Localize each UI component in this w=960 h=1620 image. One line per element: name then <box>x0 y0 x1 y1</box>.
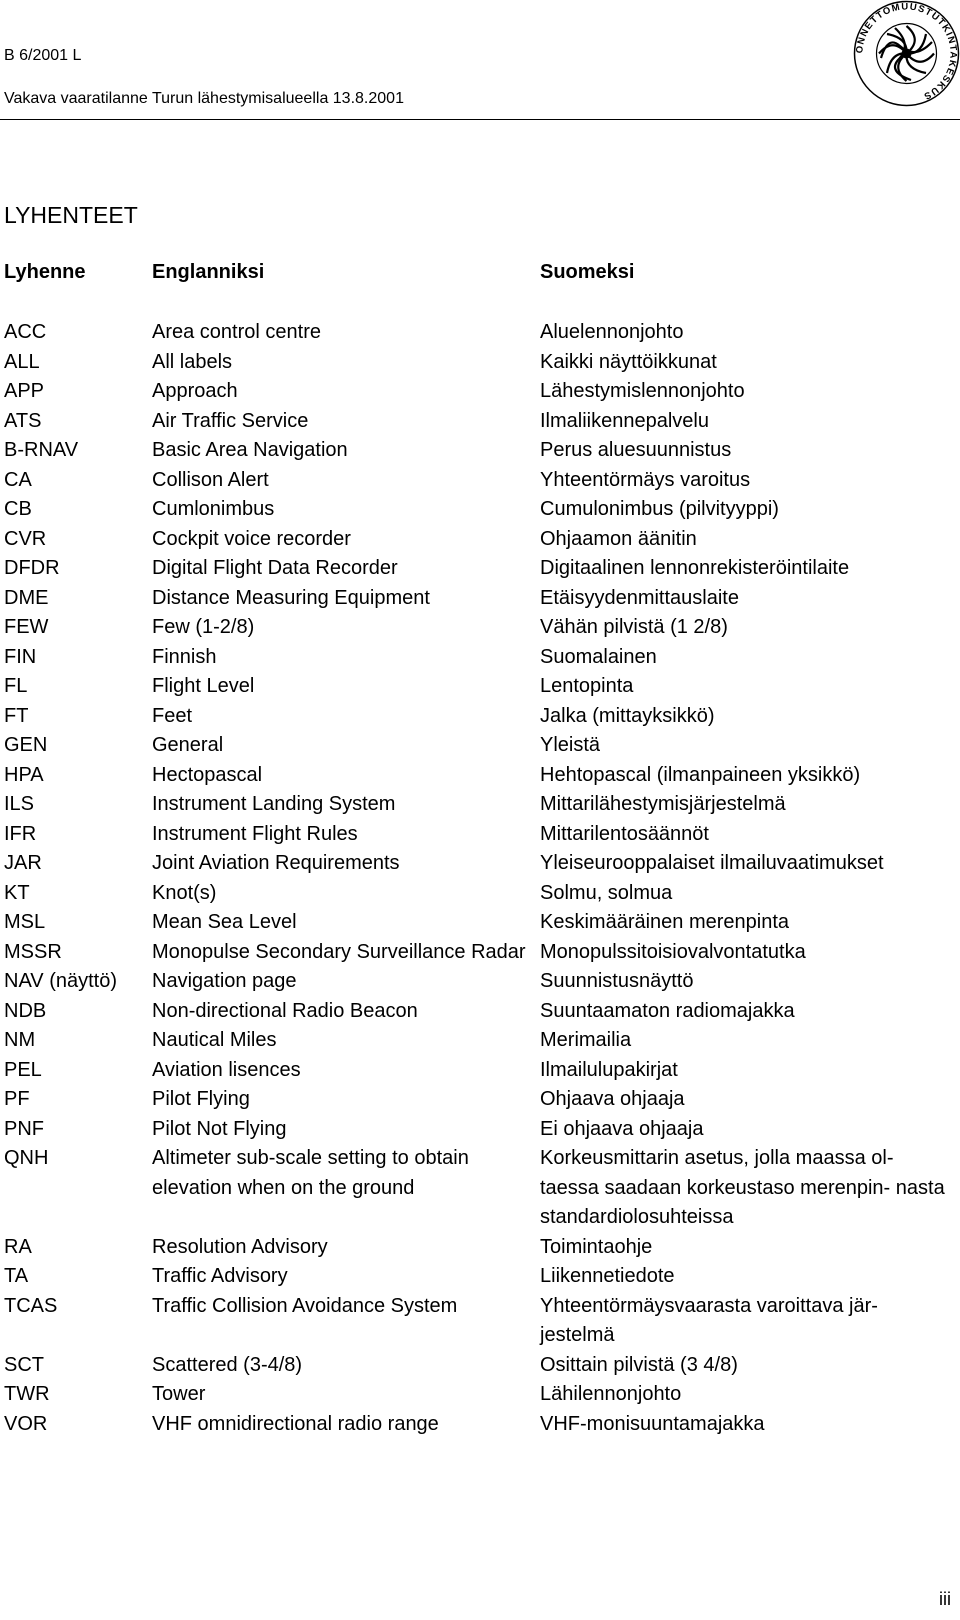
english-cell: Hectopascal <box>152 763 263 786</box>
finnish-cell: Mittarilähestymisjärjestelmä <box>540 793 786 815</box>
abbreviation-cell: IFR <box>4 822 37 845</box>
english-cell: Knot(s) <box>152 881 217 904</box>
table-row <box>4 436 954 466</box>
english-cell: Scattered (3-4/8) <box>152 1353 303 1376</box>
finnish-cell: Monopulssitoisiovalvontatutka <box>540 940 806 963</box>
english-cell: Altimeter sub-scale setting to obtain elevation when on the ground <box>152 1147 469 1199</box>
table-row <box>4 672 954 702</box>
finnish-cell: Digitaalinen lennonrekisteröintilaite <box>540 557 850 579</box>
abbreviation-cell: CA <box>4 468 32 491</box>
column-header-english: Englanniksi <box>152 261 265 283</box>
english-cell: All labels <box>152 350 233 373</box>
english-cell: Tower <box>152 1383 206 1405</box>
abbreviation-cell: MSL <box>4 911 46 933</box>
finnish-cell: Ohjaava ohjaaja <box>540 1088 685 1110</box>
table-row <box>4 466 954 496</box>
english-cell: Monopulse Secondary Surveillance Radar <box>152 940 526 963</box>
table-row <box>4 938 954 968</box>
finnish-cell: Yleistä <box>540 734 601 756</box>
table-row <box>4 879 954 909</box>
abbreviation-cell: RA <box>4 1235 32 1258</box>
column-header-abbreviation: Lyhenne <box>4 261 86 283</box>
finnish-cell: Korkeusmittarin asetus, jolla maassa ol- taessa saadaan korkeustaso merenpin- nasta standardiolosuhteissa <box>540 1147 945 1228</box>
finnish-cell: Vähän pilvistä (1 2/8) <box>540 616 728 638</box>
english-cell: General <box>152 734 224 756</box>
abbreviation-cell: CB <box>4 498 32 520</box>
finnish-cell: Lähilennonjohto <box>540 1383 682 1405</box>
finnish-cell: Ei ohjaava ohjaaja <box>540 1117 704 1140</box>
finnish-cell: Merimailia <box>540 1029 632 1051</box>
table-row <box>4 1410 954 1440</box>
abbreviation-cell: FEW <box>4 616 49 638</box>
abbreviation-cell: APP <box>4 380 45 402</box>
english-cell: Joint Aviation Requirements <box>152 852 400 874</box>
abbreviation-cell: VOR <box>4 1412 48 1435</box>
table-row <box>4 495 954 525</box>
finnish-cell: Osittain pilvistä (3 4/8) <box>540 1353 738 1376</box>
english-cell: Mean Sea Level <box>152 911 297 933</box>
english-cell: Cockpit voice recorder <box>152 527 351 550</box>
table-row <box>4 643 954 673</box>
section-title: LYHENTEET <box>4 202 138 228</box>
table-row <box>4 377 954 407</box>
table-row <box>4 790 954 820</box>
abbreviation-cell: HPA <box>4 763 44 786</box>
english-cell: Navigation page <box>152 970 297 992</box>
finnish-cell: Solmu, solmua <box>540 881 673 904</box>
english-cell: Pilot Flying <box>152 1088 250 1110</box>
abbreviation-cell: NDB <box>4 999 47 1022</box>
finnish-cell: Yhteentörmäysvaarasta varoittava jär- jestelmä <box>540 1294 878 1346</box>
abbreviation-cell: SCT <box>4 1353 44 1376</box>
abbreviation-cell: KT <box>4 881 30 904</box>
finnish-cell: Ilmailulupakirjat <box>540 1058 678 1081</box>
finnish-cell: Perus aluesuunnistus <box>540 439 732 461</box>
finnish-cell: Keskimääräinen merenpinta <box>540 911 790 933</box>
abbreviation-cell: ATS <box>4 409 42 432</box>
abbreviation-cell: TA <box>4 1265 29 1287</box>
english-cell: Feet <box>152 704 193 727</box>
table-row <box>4 554 954 584</box>
finnish-cell: Toimintaohje <box>540 1235 653 1258</box>
table-row <box>4 525 954 555</box>
english-cell: Area control centre <box>152 321 321 343</box>
finnish-cell: Hehtopascal (ilmanpaineen yksikkö) <box>540 763 861 786</box>
table-row <box>4 1115 954 1145</box>
english-cell: Pilot Not Flying <box>152 1117 287 1140</box>
table-row <box>4 820 954 850</box>
table-row <box>4 967 954 997</box>
abbreviation-table <box>4 318 954 1439</box>
abbreviation-cell: B-RNAV <box>4 439 79 461</box>
abbreviation-cell: FT <box>4 704 29 727</box>
table-row <box>4 761 954 791</box>
abbreviation-cell: GEN <box>4 734 48 756</box>
table-row <box>4 849 954 879</box>
finnish-cell: Jalka (mittayksikkö) <box>540 704 715 727</box>
finnish-cell: Aluelennonjohto <box>540 321 684 343</box>
english-cell: Basic Area Navigation <box>152 439 348 461</box>
english-cell: VHF omnidirectional radio range <box>152 1412 439 1435</box>
column-headers <box>4 261 954 291</box>
english-cell: Instrument Landing System <box>152 793 396 815</box>
finnish-cell: Ilmaliikennepalvelu <box>540 409 709 432</box>
table-row <box>4 1380 954 1410</box>
finnish-cell: Yhteentörmäys varoitus <box>540 468 751 491</box>
table-row <box>4 997 954 1027</box>
table-row <box>4 348 954 378</box>
abbreviation-cell: PF <box>4 1088 30 1110</box>
finnish-cell: Lähestymislennonjohto <box>540 380 745 402</box>
english-cell: Digital Flight Data Recorder <box>152 557 398 579</box>
table-row <box>4 1056 954 1086</box>
finnish-cell: Kaikki näyttöikkunat <box>540 350 717 373</box>
column-header-finnish: Suomeksi <box>540 261 635 283</box>
seal-text: ONNETTOMUUSTUTKINTAKESKUS <box>854 1 959 102</box>
finnish-cell: Lentopinta <box>540 675 634 697</box>
abbreviation-cell: PEL <box>4 1058 42 1081</box>
english-cell: Few (1-2/8) <box>152 616 255 638</box>
seal-logo <box>853 0 960 107</box>
abbreviation-cell: MSSR <box>4 940 62 963</box>
table-row <box>4 318 954 348</box>
abbreviation-cell: ILS <box>4 793 35 815</box>
header-divider <box>0 119 960 120</box>
english-cell: Collison Alert <box>152 468 269 491</box>
table-row <box>4 1351 954 1381</box>
abbreviation-cell: PNF <box>4 1117 44 1140</box>
abbreviation-cell: ACC <box>4 321 47 343</box>
abbreviation-cell: FL <box>4 675 28 697</box>
finnish-cell: Suomalainen <box>540 645 657 668</box>
table-row <box>4 1292 954 1351</box>
finnish-cell: Ohjaamon äänitin <box>540 527 697 550</box>
finnish-cell: Liikennetiedote <box>540 1265 675 1287</box>
table-row <box>4 1144 954 1233</box>
abbreviation-cell: ALL <box>4 350 40 373</box>
finnish-cell: Cumulonimbus (pilvityyppi) <box>540 498 779 520</box>
english-cell: Air Traffic Service <box>152 409 309 432</box>
table-row <box>4 731 954 761</box>
abbreviation-cell: NAV (näyttö) <box>4 970 117 992</box>
abbreviation-cell: FIN <box>4 645 37 668</box>
finnish-cell: Etäisyydenmittauslaite <box>540 586 739 609</box>
abbreviation-cell: TWR <box>4 1383 50 1405</box>
finnish-cell: Yleiseurooppalaiset ilmailuvaatimukset <box>540 852 884 874</box>
english-cell: Approach <box>152 380 238 402</box>
abbreviation-cell: JAR <box>4 852 42 874</box>
table-row <box>4 584 954 614</box>
table-row <box>4 407 954 437</box>
finnish-cell: Suunnistusnäyttö <box>540 970 694 992</box>
english-cell: Flight Level <box>152 675 255 697</box>
document-reference: B 6/2001 L <box>4 47 82 64</box>
table-row <box>4 702 954 732</box>
abbreviation-cell: DFDR <box>4 557 60 579</box>
abbreviation-cell: DME <box>4 586 49 609</box>
abbreviation-cell: TCAS <box>4 1294 58 1317</box>
table-row <box>4 613 954 643</box>
abbreviation-cell: QNH <box>4 1147 49 1169</box>
finnish-cell: Mittarilentosäännöt <box>540 822 709 845</box>
finnish-cell: VHF-monisuuntamajakka <box>540 1412 765 1435</box>
english-cell: Nautical Miles <box>152 1029 277 1051</box>
english-cell: Aviation lisences <box>152 1058 301 1081</box>
abbreviation-cell: CVR <box>4 527 47 550</box>
english-cell: Resolution Advisory <box>152 1235 328 1258</box>
english-cell: Non-directional Radio Beacon <box>152 999 418 1022</box>
table-row <box>4 1233 954 1263</box>
english-cell: Traffic Collision Avoidance System <box>152 1294 458 1317</box>
page-number: iii <box>939 1589 951 1609</box>
table-row <box>4 908 954 938</box>
table-row <box>4 1262 954 1292</box>
english-cell: Finnish <box>152 645 217 668</box>
english-cell: Traffic Advisory <box>152 1265 288 1287</box>
english-cell: Distance Measuring Equipment <box>152 586 430 609</box>
document-title: Vakava vaaratilanne Turun lähestymisalueella 13.8.2001 <box>4 90 404 107</box>
table-row <box>4 1085 954 1115</box>
abbreviation-cell: NM <box>4 1029 36 1051</box>
table-row <box>4 1026 954 1056</box>
finnish-cell: Suuntaamaton radiomajakka <box>540 999 795 1022</box>
english-cell: Instrument Flight Rules <box>152 822 358 845</box>
english-cell: Cumlonimbus <box>152 498 275 520</box>
